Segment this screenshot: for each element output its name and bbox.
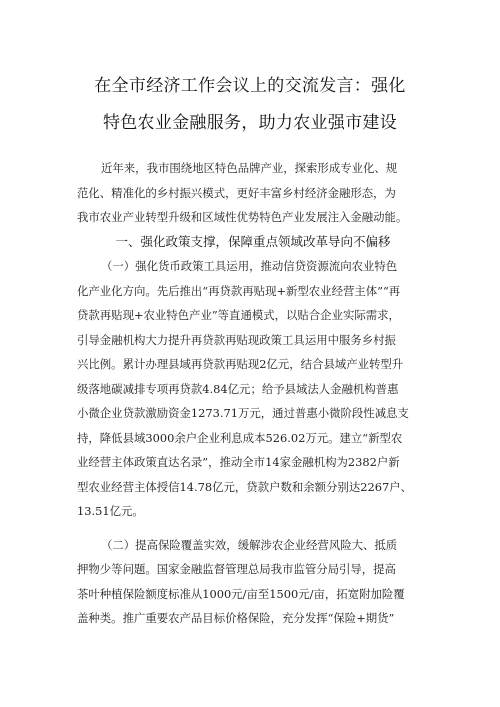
paragraph-line: 范化、精准化的乡村振兴模式，更好丰富乡村经济金融形态，为 — [77, 185, 396, 200]
paragraph-line: 盖种类。推广重要农产品目标价格保险，充分发挥“保险+期货” — [77, 611, 395, 625]
title-line-1: 在全市经济工作会议上的交流发言：强化 — [94, 76, 406, 96]
section-heading: 一、强化政策支撑，保障重点领域改革导向不偏移 — [115, 233, 391, 249]
paragraph-line: 级落地碳减排专项再贷款4.84亿元；给予县域法人金融机构普惠 — [77, 381, 399, 396]
paragraph-line: 我市农业产业转型升级和区域性优势特色产业发展注入金融动能。 — [77, 210, 408, 224]
paragraph-line: 押物少等问题。国家金融监督管理总局我市监管分局引导，提高 — [77, 562, 396, 576]
paragraph-line: 型农业经营主体授信14.78亿元，贷款户数和余额分别达2267户、 — [77, 479, 412, 494]
intro-paragraph — [77, 156, 429, 230]
title-line-2: 特色农业金融服务，助力农业强市建设 — [102, 113, 398, 133]
document-title — [40, 68, 460, 142]
paragraph-line: 茶叶种植保险额度标准从1000元/亩至1500元/亩，拓宽附加险覆 — [77, 586, 405, 601]
paragraph-line: 近年来，我市围绕地区特色品牌产业，探索形成专业化、规 — [101, 161, 398, 175]
paragraph-line: （二）提高保险覆盖实效，缓解涉农企业经营风险大、抵质 — [101, 537, 398, 552]
paragraph-line: 化产业化方向。先后推出“再贷款再贴现+新型农业经营主体”“再 — [77, 283, 401, 298]
paragraph-line: 兴比例。累计办理县域再贷款再贴现2亿元，结合县域产业转型升 — [77, 357, 404, 371]
paragraph-line: 小微企业贷款激励资金1273.71万元，通过普惠小微阶段性减息支 — [77, 406, 409, 420]
paragraph-2 — [77, 533, 429, 631]
paragraph-line: 引导金融机构大力提升再贷款再贴现政策工具运用中服务乡村振 — [77, 332, 396, 347]
paragraph-line: 贷款再贴现+农业特色产业”等直通模式，以贴合企业实际需求， — [77, 308, 400, 322]
paragraph-line: 业经营主体政策直达名录”，推动全市14家金融机构为2382户新 — [77, 455, 400, 469]
paragraph-line: （一）强化货币政策工具运用，推动信贷资源流向农业特色 — [101, 259, 398, 273]
paragraph-line: 13.51亿元。 — [77, 504, 144, 518]
document-body — [77, 156, 429, 631]
paragraph-1 — [77, 254, 429, 524]
paragraph-line: 持，降低县域3000余户企业利息成本526.02万元。建立“新型农 — [77, 430, 403, 445]
